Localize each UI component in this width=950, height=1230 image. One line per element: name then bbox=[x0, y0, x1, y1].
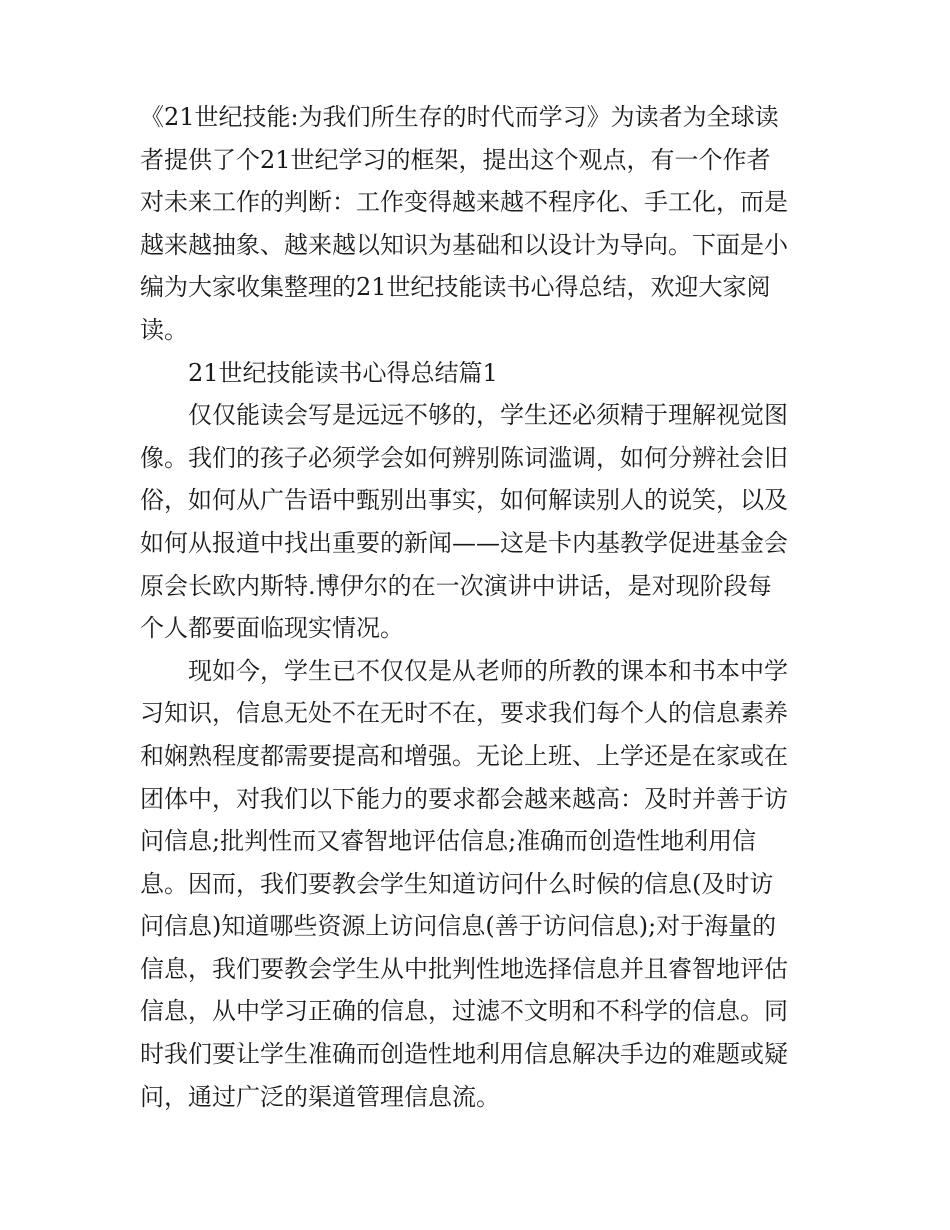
paragraph-line: 信息，从中学习正确的信息，过滤不文明和不科学的信息。同 bbox=[140, 997, 788, 1026]
paragraph-line: 信息，我们要教会学生从中批判性地选择信息并且睿智地评估 bbox=[140, 954, 788, 983]
intro-line: 越来越抽象、越来越以知识为基础和以设计为导向。下面是小 bbox=[140, 230, 788, 259]
intro-line: 读。 bbox=[140, 315, 188, 344]
intro-line: 编为大家收集整理的21世纪技能读书心得总结，欢迎大家阅 bbox=[140, 273, 771, 302]
intro-paragraph bbox=[140, 96, 815, 352]
intro-line: 者提供了个21世纪学习的框架，提出这个观点，有一个作者 bbox=[140, 145, 771, 174]
body-paragraph-2 bbox=[140, 650, 815, 1119]
intro-line: 对未来工作的判断：工作变得越来越不程序化、手工化，而是 bbox=[140, 188, 788, 217]
paragraph-line: 个人都要面临现实情况。 bbox=[140, 614, 404, 643]
body-paragraph-1 bbox=[140, 394, 815, 650]
document-body bbox=[140, 96, 815, 1118]
paragraph-line: 团体中，对我们以下能力的要求都会越来越高：及时并善于访 bbox=[140, 784, 788, 813]
paragraph-line: 问信息)知道哪些资源上访问信息(善于访问信息);对于海量的 bbox=[140, 912, 777, 941]
paragraph-line: 如何从报道中找出重要的新闻——这是卡内基教学促进基金会 bbox=[140, 528, 788, 557]
paragraph-line: 习知识，信息无处不在无时不在，要求我们每个人的信息素养 bbox=[140, 699, 788, 728]
paragraph-line: 息。因而，我们要教会学生知道访问什么时候的信息(及时访 bbox=[140, 869, 774, 898]
section-heading-block bbox=[140, 352, 815, 395]
paragraph-line: 时我们要让学生准确而创造性地利用信息解决手边的难题或疑 bbox=[140, 1040, 788, 1069]
paragraph-line: 像。我们的孩子必须学会如何辨别陈词滥调，如何分辨社会旧 bbox=[140, 443, 788, 472]
section-heading: 21世纪技能读书心得总结篇1 bbox=[188, 358, 498, 387]
paragraph-line: 现如今，学生已不仅仅是从老师的所教的课本和书本中学 bbox=[188, 656, 788, 685]
paragraph-line: 问信息;批判性而又睿智地评估信息;准确而创造性地利用信 bbox=[140, 827, 757, 856]
intro-line: 《21世纪技能:为我们所生存的时代而学习》为读者为全球读 bbox=[140, 103, 779, 131]
paragraph-line: 和娴熟程度都需要提高和增强。无论上班、上学还是在家或在 bbox=[140, 741, 788, 770]
paragraph-line: 俗，如何从广告语中甄别出事实，如何解读别人的说笑，以及 bbox=[140, 486, 788, 515]
paragraph-line: 仅仅能读会写是远远不够的，学生还必须精于理解视觉图 bbox=[188, 401, 788, 430]
paragraph-line: 原会长欧内斯特.博伊尔的在一次演讲中讲话，是对现阶段每 bbox=[140, 571, 772, 600]
paragraph-line: 问，通过广泛的渠道管理信息流。 bbox=[140, 1082, 500, 1111]
